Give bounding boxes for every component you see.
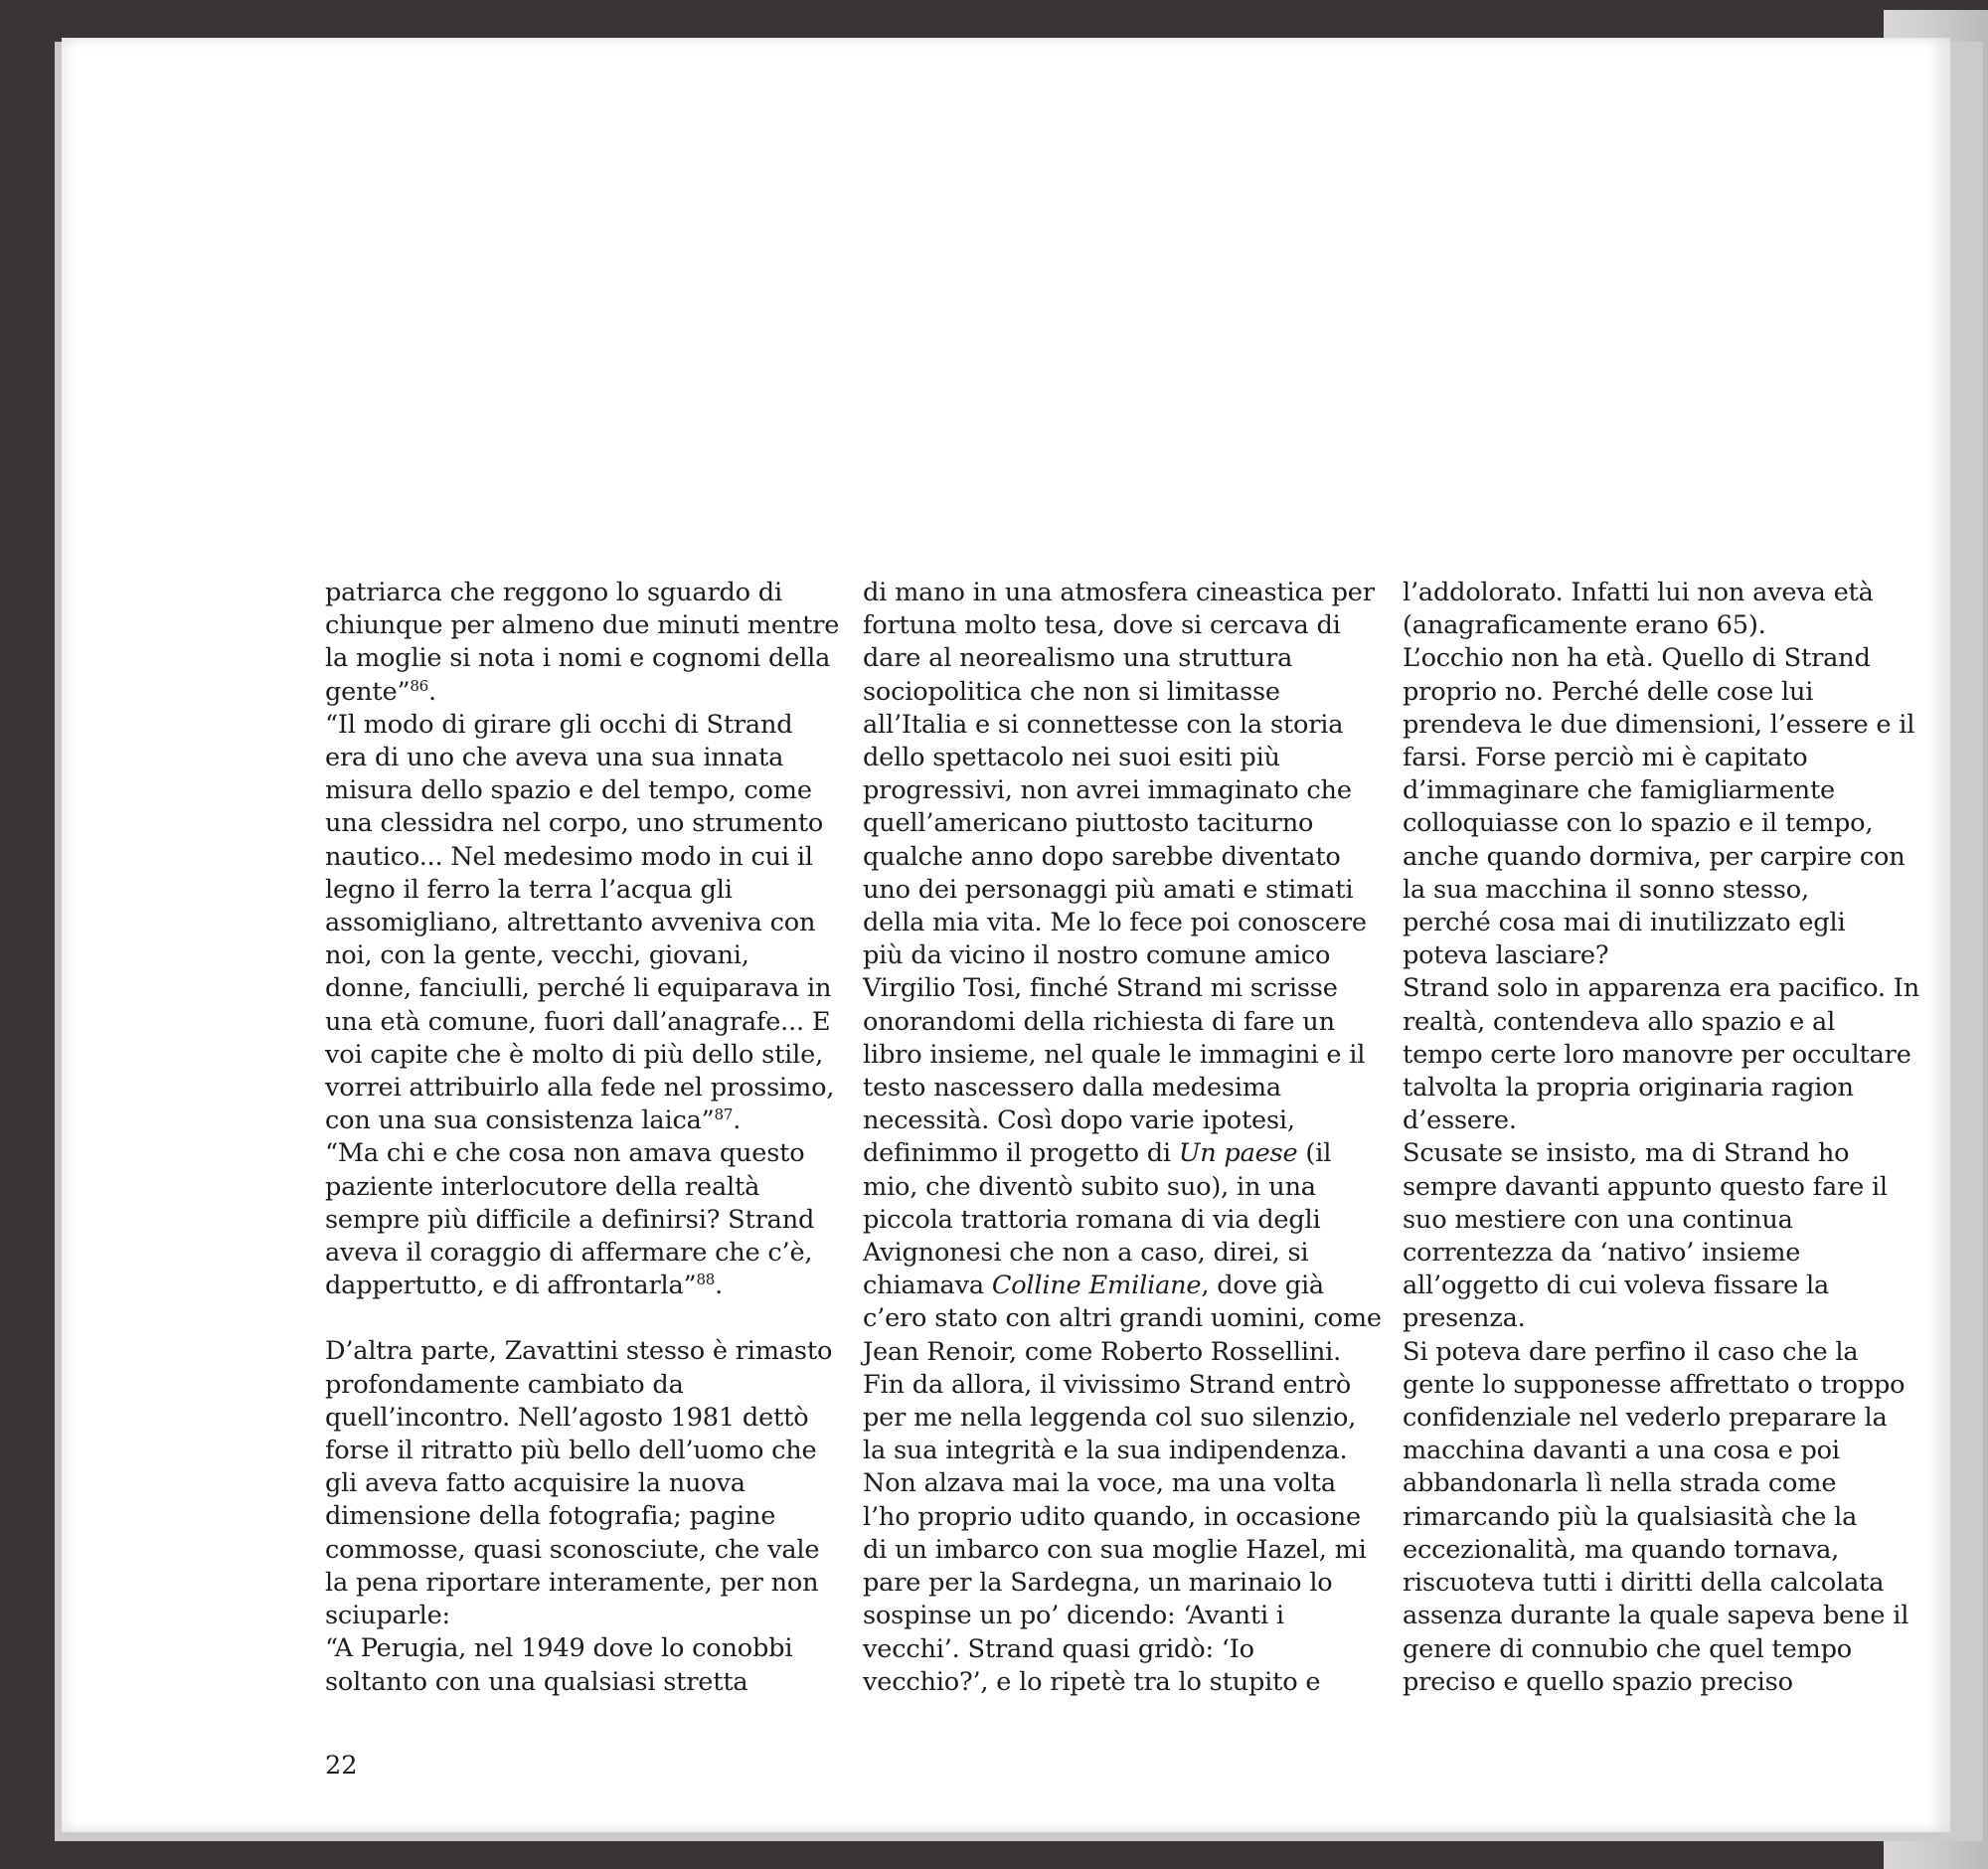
text-line: più da vicino il nostro comune amico [863, 940, 1331, 971]
text-line: sospinse un po’ dicendo: ‘Avanti i [863, 1601, 1284, 1631]
text-line: confidenziale nel vederlo preparare la [1403, 1403, 1888, 1434]
text-line: qualche anno dopo sarebbe diventato [863, 841, 1341, 872]
text-line: di mano in una atmosfera cineastica per [863, 578, 1375, 607]
text-line: forse il ritratto più bello dell’uomo che [325, 1436, 817, 1466]
text-line: “Ma chi e che cosa non amava questo [325, 1138, 805, 1169]
book-page [62, 38, 1950, 1832]
text-line: suo mestiere con una continua [1403, 1204, 1793, 1235]
text-line: voi capite che è molto di più dello stile, [325, 1039, 824, 1070]
text-line: Strand solo in apparenza era pacifico. In [1403, 973, 1919, 1004]
text-line: mio, che diventò subito suo), in una [863, 1171, 1316, 1202]
text-line: farsi. Forse perciò mi è capitato [1403, 743, 1808, 773]
text-line: dare al neorealismo una struttura [863, 643, 1293, 674]
text-line: L’occhio non ha età. Quello di Strand [1403, 643, 1871, 674]
text-line: dimensione della fotografia; pagine [325, 1501, 776, 1532]
text-line: realtà, contendeva allo spazio e al [1403, 1006, 1836, 1037]
text-line: per me nella leggenda col suo silenzio, [863, 1403, 1357, 1434]
text-line: colloquiasse con lo spazio e il tempo, [1403, 808, 1874, 839]
text-line: c’ero stato con altri grandi uomini, come [863, 1303, 1382, 1334]
text-line: una età comune, fuori dall’anagrafe... E [325, 1006, 831, 1037]
text-line: Jean Renoir, come Roberto Rossellini. [863, 1336, 1342, 1367]
text-line: testo nascessero dalla medesima [863, 1073, 1281, 1104]
text-line: chiunque per almeno due minuti mentre [325, 610, 840, 641]
text-line: vorrei attribuirlo alla fede nel prossimo, [325, 1073, 835, 1104]
text-line: onorandomi della richiesta di fare un [863, 1006, 1335, 1037]
text-line: sempre più difficile a definirsi? Strand [325, 1204, 815, 1235]
text-line: uno dei personaggi più amati e stimati [863, 874, 1354, 905]
text-line: la pena riportare interamente, per non [325, 1567, 819, 1598]
text-line: noi, con la gente, vecchi, giovani, [325, 940, 749, 971]
text-line: dello spettacolo nei suoi esiti più [863, 743, 1280, 773]
text-line: chiamava Colline Emiliane, dove già [863, 1271, 1324, 1301]
text-line: commosse, quasi sconosciute, che vale [325, 1534, 820, 1565]
text-line: anche quando dormiva, per carpire con [1403, 841, 1905, 872]
text-line: d’essere. [1403, 1105, 1517, 1136]
text-line: dappertutto, e di affrontarla”$^{88}$. [325, 1271, 724, 1301]
text-line: legno il ferro la terra l’acqua gli [325, 874, 733, 905]
text-line: Avignonesi che non a caso, direi, si [863, 1238, 1309, 1269]
text-line: Fin da allora, il vivissimo Strand entrò [863, 1369, 1352, 1400]
text-line: fortuna molto tesa, dove si cercava di [863, 610, 1341, 641]
text-line: soltanto con una qualsiasi stretta [325, 1666, 748, 1697]
text-line: sempre davanti appunto questo fare il [1403, 1171, 1888, 1202]
text-line: vecchi’. Strand quasi gridò: ‘Io [863, 1633, 1254, 1664]
text-line: necessità. Così dopo varie ipotesi, [863, 1105, 1295, 1136]
text-line: una clessidra nel corpo, uno strumento [325, 808, 824, 839]
text-line: poteva lasciare? [1403, 940, 1609, 971]
text-line: all’Italia e si connettesse con la storia [863, 709, 1344, 740]
text-line: assomigliano, altrettanto avveniva con [325, 908, 816, 938]
text-line: proprio no. Perché delle cose lui [1403, 676, 1814, 707]
text-line: con una sua consistenza laica”$^{87}$. [325, 1105, 742, 1136]
text-line: della mia vita. Me lo fece poi conoscere [863, 908, 1367, 938]
text-line: quell’incontro. Nell’agosto 1981 dettò [325, 1402, 809, 1433]
text-line: correntezza da ‘nativo’ insieme [1403, 1238, 1801, 1269]
text-line: l’ho proprio udito quando, in occasione [863, 1501, 1361, 1532]
text-line: Virgilio Tosi, finché Strand mi scrisse [863, 973, 1338, 1004]
text-column-3 [1403, 577, 1919, 1699]
text-line: tempo certe loro manovre per occultare [1403, 1039, 1911, 1070]
text-line: la moglie si nota i nomi e cognomi della [325, 643, 831, 674]
text-line: patriarca che reggono lo sguardo di [325, 578, 782, 607]
text-line: misura dello spazio e del tempo, come [325, 775, 812, 806]
text-line: genere di connubio che quel tempo [1403, 1633, 1853, 1664]
text-line: talvolta la propria originaria ragion [1403, 1073, 1854, 1104]
text-line: donne, fanciulli, perché li equiparava in [325, 973, 832, 1004]
text-line: Non alzava mai la voce, ma una volta [863, 1468, 1336, 1499]
text-line: D’altra parte, Zavattini stesso è rimasto [325, 1336, 833, 1367]
text-line: sciuparle: [325, 1601, 450, 1631]
text-line: di un imbarco con sua moglie Hazel, mi [863, 1534, 1367, 1565]
text-line: vecchio?’, e lo ripetè tra lo stupito e [863, 1666, 1321, 1697]
text-line: riscuoteva tutti i diritti della calcolata [1403, 1568, 1885, 1599]
text-line: d’immaginare che famigliarmente [1403, 775, 1835, 806]
text-line: presenza. [1403, 1303, 1526, 1334]
text-column-2 [863, 577, 1382, 1699]
text-line: preciso e quello spazio preciso [1403, 1666, 1793, 1697]
text-line: perché cosa mai di inutilizzato egli [1403, 908, 1846, 938]
text-line: prendeva le due dimensioni, l’essere e il [1403, 709, 1915, 740]
text-line: l’addolorato. Infatti lui non aveva età [1403, 578, 1874, 607]
text-line: macchina davanti a una cosa e poi [1403, 1436, 1840, 1466]
page-number: 22 [325, 1751, 358, 1781]
text-line: progressivi, non avrei immaginato che [863, 775, 1352, 806]
text-line: gente”$^{86}$. [325, 676, 436, 707]
text-line: quell’americano piuttosto taciturno [863, 808, 1314, 839]
text-line: la sua macchina il sonno stesso, [1403, 874, 1809, 905]
text-line: all’oggetto di cui voleva fissare la [1403, 1271, 1830, 1301]
text-line: era di uno che aveva una sua innata [325, 743, 784, 773]
text-line: aveva il coraggio di affermare che c’è, [325, 1238, 813, 1269]
text-line: pare per la Sardegna, un marinaio lo [863, 1568, 1333, 1599]
text-line: rimarcando più la qualsiasità che la [1403, 1501, 1858, 1532]
text-line: gente lo supponesse affrettato o troppo [1403, 1369, 1905, 1400]
text-line: (anagraficamente erano 65). [1403, 610, 1766, 641]
text-line: libro insieme, nel quale le immagini e il [863, 1039, 1366, 1070]
text-line: sociopolitica che non si limitasse [863, 676, 1280, 707]
text-line: “Il modo di girare gli occhi di Strand [325, 709, 793, 740]
text-line: piccola trattoria romana di via degli [863, 1204, 1321, 1235]
text-line: la sua integrità e la sua indipendenza. [863, 1436, 1348, 1466]
text-line: profondamente cambiato da [325, 1369, 684, 1400]
text-line: Scusate se insisto, ma di Strand ho [1403, 1138, 1850, 1169]
text-line: nautico... Nel medesimo modo in cui il [325, 841, 813, 872]
text-line: eccezionalità, ma quando tornava, [1403, 1534, 1840, 1565]
text-line: Si poteva dare perfino il caso che la [1403, 1336, 1859, 1367]
text-line: “A Perugia, nel 1949 dove lo conobbi [325, 1633, 793, 1664]
text-line: gli aveva fatto acquisire la nuova [325, 1468, 746, 1499]
text-column-1 [325, 577, 839, 1699]
text-line: paziente interlocutore della realtà [325, 1171, 760, 1202]
paragraph-gap [325, 1302, 839, 1335]
text-line: definimmo il progetto di Un paese (il [863, 1138, 1332, 1169]
text-line: assenza durante la quale sapeva bene il [1403, 1601, 1909, 1631]
text-line: abbandonarla lì nella strada come [1403, 1468, 1837, 1499]
